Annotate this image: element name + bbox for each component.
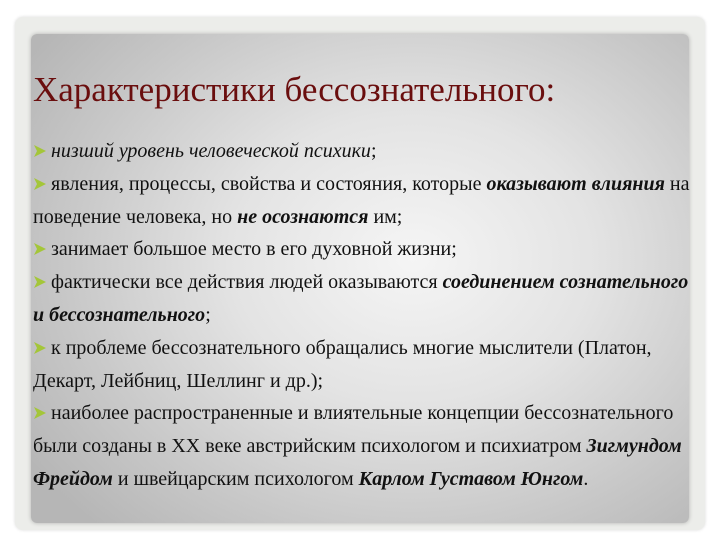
- list-item: [33, 233, 698, 266]
- text-run: наиболее распространенные и влиятельные концепции бессознательного были созданы в XX веке австрийским психологом и психиатром: [33, 402, 674, 458]
- emphasis-text: Зигмундом Фрейдом: [33, 435, 682, 490]
- text-run: занимает большое место в его духовной жизни;: [51, 238, 457, 261]
- text-run: низший уровень человеческой психики: [51, 140, 371, 162]
- arrow-bullet-icon: [33, 275, 47, 289]
- text-run: на поведение человека, но: [33, 172, 690, 228]
- arrow-bullet-icon: [33, 242, 47, 256]
- list-item: [33, 266, 698, 332]
- list-item: [33, 332, 698, 398]
- text-run: ;: [205, 303, 211, 326]
- emphasis-text: оказывают влияния: [486, 172, 665, 195]
- arrow-bullet-icon: [33, 406, 47, 420]
- text-run: .: [583, 467, 589, 490]
- list-item: [33, 135, 698, 168]
- arrow-bullet-icon: [33, 144, 47, 158]
- text-run: фактически все действия людей оказываются: [51, 271, 443, 294]
- arrow-bullet-icon: [33, 341, 47, 355]
- list-item: [33, 168, 698, 234]
- slide-title: Характеристики бессознательного:: [33, 70, 556, 109]
- text-run: к проблеме бессознательного обращались многие мыслители (Платон, Декарт, Лейбниц, Шеллинг и др.);: [33, 336, 652, 392]
- text-run: ;: [370, 140, 377, 162]
- bullet-list: [33, 135, 698, 496]
- emphasis-text: соединением сознательного и бессознательного: [33, 271, 689, 326]
- text-run: явления, процессы, свойства и состояния, которые: [51, 172, 487, 195]
- text-run: им;: [368, 205, 403, 228]
- text-run: и швейцарским психологом: [112, 467, 359, 490]
- emphasis-text: не осознаются: [237, 205, 369, 228]
- emphasis-text: Карлом Густавом Юнгом: [358, 467, 584, 490]
- list-item: [33, 397, 698, 495]
- arrow-bullet-icon: [33, 177, 47, 191]
